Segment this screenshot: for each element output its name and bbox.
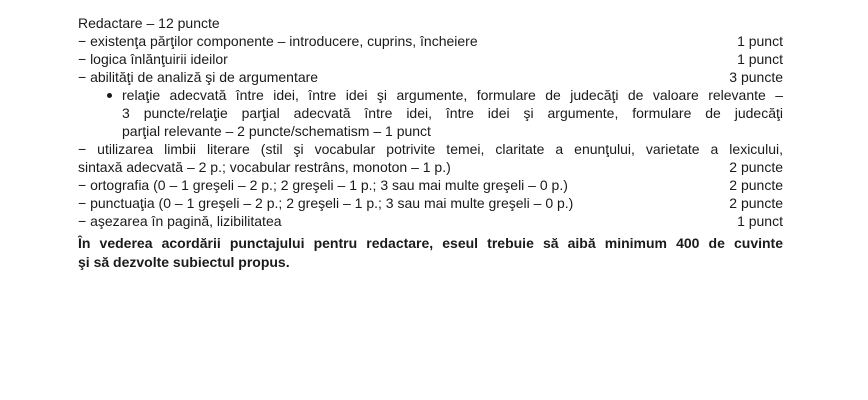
- criterion-row: [78, 50, 783, 68]
- criterion-points: 1 punct: [737, 51, 783, 67]
- criterion-text: − existenţa părţilor componente – introducere, cuprins, încheiere: [78, 33, 478, 49]
- literary-language-line: − utilizarea limbii literare (stil şi vocabular potrivite temei, claritate a enunţului, varietate a lexicului,: [78, 141, 783, 157]
- criterion-row: [78, 68, 783, 86]
- sub-bullet-line: relaţie adecvată între idei, între idei şi argumente, formulare de judecăţi de valoare relevante –: [122, 87, 783, 103]
- grading-rubric: [78, 14, 783, 272]
- criterion-points: 2 puncte: [729, 195, 783, 211]
- sub-bullet-line: 3 puncte/relaţie parţial adecvată între idei, între idei şi argumente, formulare de judecăţi: [122, 105, 783, 121]
- criterion-row: [78, 194, 783, 212]
- criterion-points: 1 punct: [737, 213, 783, 229]
- criterion-text: − punctuaţia (0 – 1 greşeli – 2 p.; 2 greşeli – 1 p.; 3 sau mai multe greşeli – 0 p.): [78, 195, 574, 211]
- criterion-points: 3 puncte: [729, 69, 783, 85]
- criterion-row: [78, 212, 783, 230]
- note-line: şi să dezvolte subiectul propus.: [78, 254, 290, 270]
- heading-text: Redactare – 12 puncte: [78, 15, 220, 31]
- sub-bullet-line: parţial relevante – 2 puncte/schematism – 1 punct: [122, 123, 431, 139]
- criterion-points: 2 puncte: [729, 159, 783, 175]
- sub-bullet: [78, 86, 783, 140]
- rubric-heading: [78, 14, 783, 32]
- criterion-points: 1 punct: [737, 33, 783, 49]
- criterion-row: [78, 32, 783, 50]
- criterion-text: sintaxă adecvată – 2 p.; vocabular restrâns, monoton – 1 p.): [78, 159, 451, 175]
- criterion-row: [78, 176, 783, 194]
- note-line: În vederea acordării punctajului pentru redactare, eseul trebuie să aibă minimum 400 de cuvinte: [78, 235, 783, 251]
- bullet-dot-icon: [107, 93, 112, 98]
- criterion-text: − logica înlănţuirii ideilor: [78, 51, 228, 67]
- criterion-row: [78, 158, 783, 176]
- criterion-text: − ortografia (0 – 1 greşeli – 2 p.; 2 greşeli – 1 p.; 3 sau mai multe greşeli – 0 p.): [78, 177, 568, 193]
- criterion-text: − abilităţi de analiză şi de argumentare: [78, 69, 319, 85]
- word-count-note: [78, 234, 783, 272]
- criterion-text: − aşezarea în pagină, lizibilitatea: [78, 213, 282, 229]
- criterion-points: 2 puncte: [729, 177, 783, 193]
